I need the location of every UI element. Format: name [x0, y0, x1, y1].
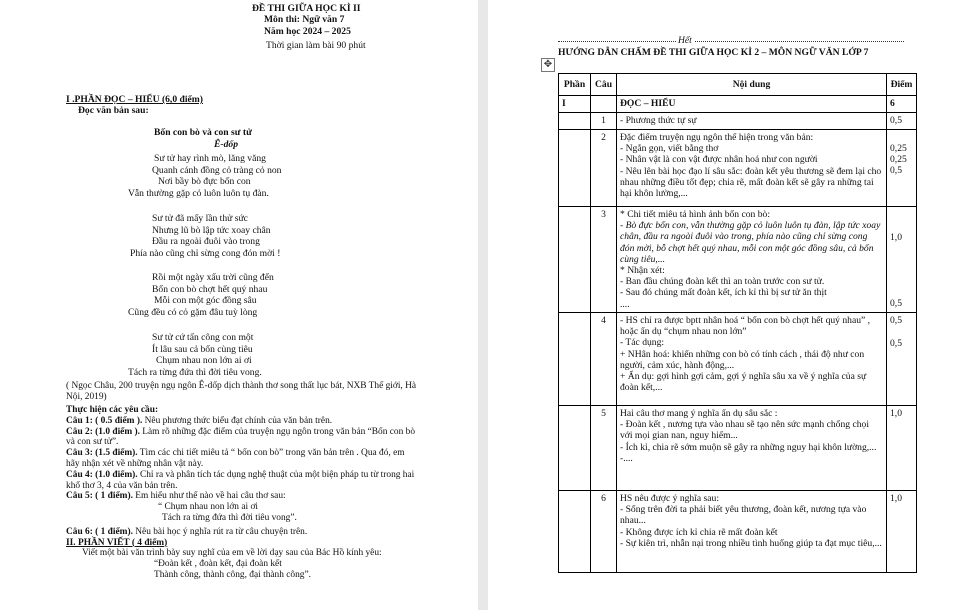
cell-content: [617, 207, 887, 313]
poem-line: Sư tử cứ tấn công con một: [152, 332, 254, 343]
grading-table: [558, 73, 917, 573]
poem-stanza-1: [128, 153, 318, 199]
poem-line: Rồi một ngày xấu trời cũng đến: [152, 272, 274, 283]
cell-part: I: [559, 96, 591, 113]
cell-content: [617, 113, 887, 130]
score-line: [890, 132, 913, 143]
table-row: [559, 313, 917, 406]
q5-quote-line: “ Chụm nhau non lớn ai ơi: [158, 502, 259, 513]
poem-line: Ít lâu sau cả bốn cùng tiêu: [152, 343, 253, 355]
content-line: * Chi tiết miêu tả hình ảnh bốn con bò:: [620, 209, 771, 220]
poem-line: Quanh cánh đồng cỏ tràng cỏ non: [152, 164, 282, 176]
header-question: Câu: [591, 74, 617, 96]
cell-question: 2: [591, 130, 617, 207]
content-line: - Phương thức tự sự: [620, 115, 697, 126]
header-score: Điểm: [887, 74, 917, 96]
exam-year: Năm học 2024 – 2025: [264, 26, 351, 37]
score-line: 1,0: [890, 493, 902, 504]
score-line: 1,0: [890, 408, 902, 419]
cell-part: [559, 406, 591, 491]
score-line: 0,25: [890, 143, 907, 154]
header-part: Phần: [559, 74, 591, 96]
cell-question: 5: [591, 406, 617, 491]
content-line: - Nêu lên bài học đạo lí sâu sắc: đoàn kết yêu thương sẽ đem lại cho nhau những điều tốt đẹp; chia rẽ, mất đoàn kết sẽ gây ra những tai hại khôn lường,...: [620, 165, 882, 200]
table-row: [559, 113, 917, 130]
writing-task: Viết một bài văn trình bày suy nghĩ của em về lời dạy sau của Bác Hồ kính yêu:: [82, 548, 382, 559]
content-line: - Tác dụng:: [620, 337, 665, 349]
cell-part: [559, 207, 591, 313]
exam-page: [0, 0, 478, 610]
content-line: - Ngắn gọn, viết bằng thơ: [620, 143, 719, 155]
score-line: 0,5: [890, 338, 902, 350]
score-line: 6: [890, 98, 895, 109]
table-row: [559, 406, 917, 491]
poem-line: Tách ra từng đứa thì đời tiêu vong.: [128, 366, 262, 378]
cell-score: [887, 313, 917, 406]
content-line: - Sau đó chúng mất đoàn kết, ích kỉ thì bị sư tử ăn thịt: [620, 287, 827, 299]
requirements-heading: Thực hiện các yêu cầu:: [66, 405, 159, 415]
score-line: 1,0: [890, 232, 902, 243]
poem-line: Phía nào cũng chỉ sừng cong đón mời !: [130, 247, 281, 259]
cell-score: [887, 130, 917, 207]
score-line: 0,25: [890, 154, 907, 166]
poem-line: Chụm nhau non lớn ai ơi: [156, 355, 252, 366]
grading-guide-page: [488, 0, 962, 610]
poem-line: Nơi bầy bò đực bốn con: [158, 176, 251, 187]
content-line: - Không được ích kỉ chia rẽ mất đoàn kết: [620, 526, 778, 538]
poem-title: Bốn con bò và con sư tử: [154, 127, 252, 138]
table-row: [559, 207, 917, 313]
section1-heading: I .PHẦN ĐỌC – HIỂU (6,0 điểm): [66, 94, 203, 105]
content-line: - Nhân vật là con vật được nhân hoá như con người: [620, 154, 818, 166]
cell-score: [887, 96, 917, 113]
poem-stanza-2: [128, 213, 318, 259]
question-5: Câu 5: ( 1 điểm). Em hiểu như thế nào về hai câu thơ sau:: [66, 491, 286, 502]
poem-line: Sư tử hay rình mò, lăng văng: [154, 153, 266, 164]
question-3: Câu 3: (1.5 điểm). Tìm các chi tiết miêu tả “ bốn con bò” trong văn bản trên . Qua đó, em hãy nhận xét về những nhân vật này.: [66, 448, 405, 469]
score-line: 0,5: [890, 115, 902, 126]
content-line: Hai câu thơ mang ý nghĩa ẩn dụ sâu sắc :: [620, 408, 778, 419]
poem-author: Ê-dốp: [214, 139, 238, 150]
poem-line: Đầu ra ngoài đuôi vào trong: [152, 236, 260, 247]
poem-line: Nhưng lũ bò lập tức xoay chân: [152, 224, 271, 236]
score-line: [890, 221, 913, 232]
cell-question: [591, 96, 617, 113]
question-4: Câu 4: (1.0 điểm). Chỉ ra và phân tích tác dụng nghệ thuật của một biện pháp tu từ trong hai khổ thơ 3, 4 của văn bản trên.: [66, 469, 415, 491]
question-1: Câu 1: ( 0.5 điểm ). Nêu phương thức biểu đạt chính của văn bản trên.: [66, 415, 333, 426]
content-line: + Ẩn dụ: gợi hình gợi cảm, gợi ý nghĩa sâu xa về ý nghĩa của sự đoàn kết,...: [620, 371, 867, 394]
question-2: Câu 2: (1.0 điểm ). Làm rõ những đặc điểm của truyện ngụ ngôn trong văn bản “Bốn con bò và con sư tử”.: [66, 426, 416, 448]
table-row: [559, 491, 917, 573]
question-6: Câu 6: ( 1 điểm). Nêu bài học ý nghĩa rút ra từ câu chuyện trên.: [66, 526, 308, 537]
content-line: -....: [620, 452, 633, 464]
cell-question: 6: [591, 491, 617, 573]
cell-content: [617, 406, 887, 491]
content-line: ĐỌC – HIỂU: [620, 98, 676, 109]
exam-subject: Môn thi: Ngữ văn 7: [264, 14, 345, 25]
poem-stanza-4: [128, 332, 318, 378]
writing-quote-line: “Đoàn kết , đoàn kết, đại đoàn kết: [154, 559, 282, 570]
cell-score: [887, 491, 917, 573]
cell-content: [617, 491, 887, 573]
end-marker: Hết: [678, 35, 692, 46]
content-line: ....: [620, 298, 630, 310]
poem-stanza-3: [128, 272, 318, 318]
content-line: - Sống trên đời ta phải biết yêu thương, đoàn kết, nương tựa vào nhau...: [620, 504, 867, 527]
questions-block: [66, 405, 418, 581]
cell-part: [559, 113, 591, 130]
content-line: - Bò đực bốn con, vẫn thường gặp cỏ luôn luôn tụ đàn, lập tức xoay chân, đầu ra ngoài đuôi vào trong, phía nào cũng chỉ sừng cong đón mời, bỗ chợt hết quý nhau, mỗi con một góc đồng sâu, cả bốn cùng tiêu,...: [620, 220, 881, 265]
content-line: - Sự kiên trì, nhẫn nại trong nhiều tình huống giúp ta đạt mục tiêu,...: [620, 537, 882, 549]
cell-question: 4: [591, 313, 617, 406]
poem-line: Vẫn thường gặp cỏ luôn luôn tụ đàn.: [128, 187, 269, 199]
poem-line: Cũng đều có cỏ gặm đâu tuỳ lòng: [128, 306, 258, 318]
cell-question: 1: [591, 113, 617, 130]
table-row: [559, 96, 917, 113]
cell-question: 3: [591, 207, 617, 313]
cell-content: [617, 313, 887, 406]
poem-source: ( Ngọc Châu, 200 truyện ngụ ngôn Ê-dốp dịch thành thơ song thất lục bát, NXB Thế giới, Hà Nội, 2019): [66, 381, 417, 402]
cell-score: [887, 113, 917, 130]
content-line: - Đoàn kết , nương tựa vào nhau sẽ tạo nên sức mạnh chống chọi với mọi gian nan, nguy hiểm...: [620, 419, 869, 442]
q5-quote-line: Tách ra từng đứa thì đời tiêu vong”.: [162, 512, 297, 523]
content-line: HS nêu được ý nghĩa sau:: [620, 493, 720, 504]
cell-part: [559, 130, 591, 207]
read-instruction: Đọc văn bản sau:: [78, 105, 149, 116]
poem-line: Bốn con bò chợt hết quý nhau: [152, 283, 268, 295]
score-line: 0,5: [890, 298, 902, 310]
writing-quote-line: Thành công, thành công, đại thành công”.: [154, 569, 311, 580]
cell-part: [559, 491, 591, 573]
score-line: 0,5: [890, 165, 902, 177]
cell-content: [617, 96, 887, 113]
cell-content: [617, 130, 887, 207]
section2-heading: II. PHẦN VIẾT ( 4 điểm): [66, 537, 168, 548]
content-line: + NHân hoá: khiến những con bò có tính cách , thái độ như con người, cảm xúc, hành động,...: [620, 348, 865, 371]
exam-duration: Thời gian làm bài 90 phút: [266, 40, 366, 51]
score-line: 0,5: [890, 315, 902, 326]
guide-title: HƯỚNG DẪN CHẤM ĐỀ THI GIỮA HỌC KÌ 2 – MÔN NGỮ VĂN LỚP 7: [558, 47, 869, 58]
table-move-handle-icon[interactable]: ✥: [541, 58, 555, 72]
content-line: - HS chỉ ra được bptt nhân hoá “ bốn con bò chợt hết quý nhau” , hoặc ẩn dụ “chụm nhau non lớn”: [620, 315, 871, 338]
cell-score: [887, 207, 917, 313]
table-row: [559, 130, 917, 207]
table-header-row: [559, 74, 917, 96]
poem-line: Sư tử đã mấy lần thử sức: [152, 213, 248, 224]
content-line: * Nhận xét:: [620, 265, 665, 277]
score-line: [890, 287, 913, 298]
exam-title: ĐỀ THI GIỮA HỌC KÌ II: [252, 3, 361, 14]
poem-line: Mỗi con một góc đồng sâu: [154, 295, 257, 306]
cell-part: [559, 313, 591, 406]
header-content: Nội dung: [617, 74, 887, 96]
content-line: - Ban đầu chúng đoàn kết thì an toàn trước con sư tử.: [620, 276, 825, 288]
dotted-separator: [558, 41, 904, 42]
cell-score: [887, 406, 917, 491]
content-line: - Ích kỉ, chia rẽ sớm muộn sẽ gây ra những nguy hại khôn lường,...: [620, 441, 877, 453]
content-line: Đặc điểm truyện ngụ ngôn thể hiện trong văn bản:: [620, 132, 814, 143]
